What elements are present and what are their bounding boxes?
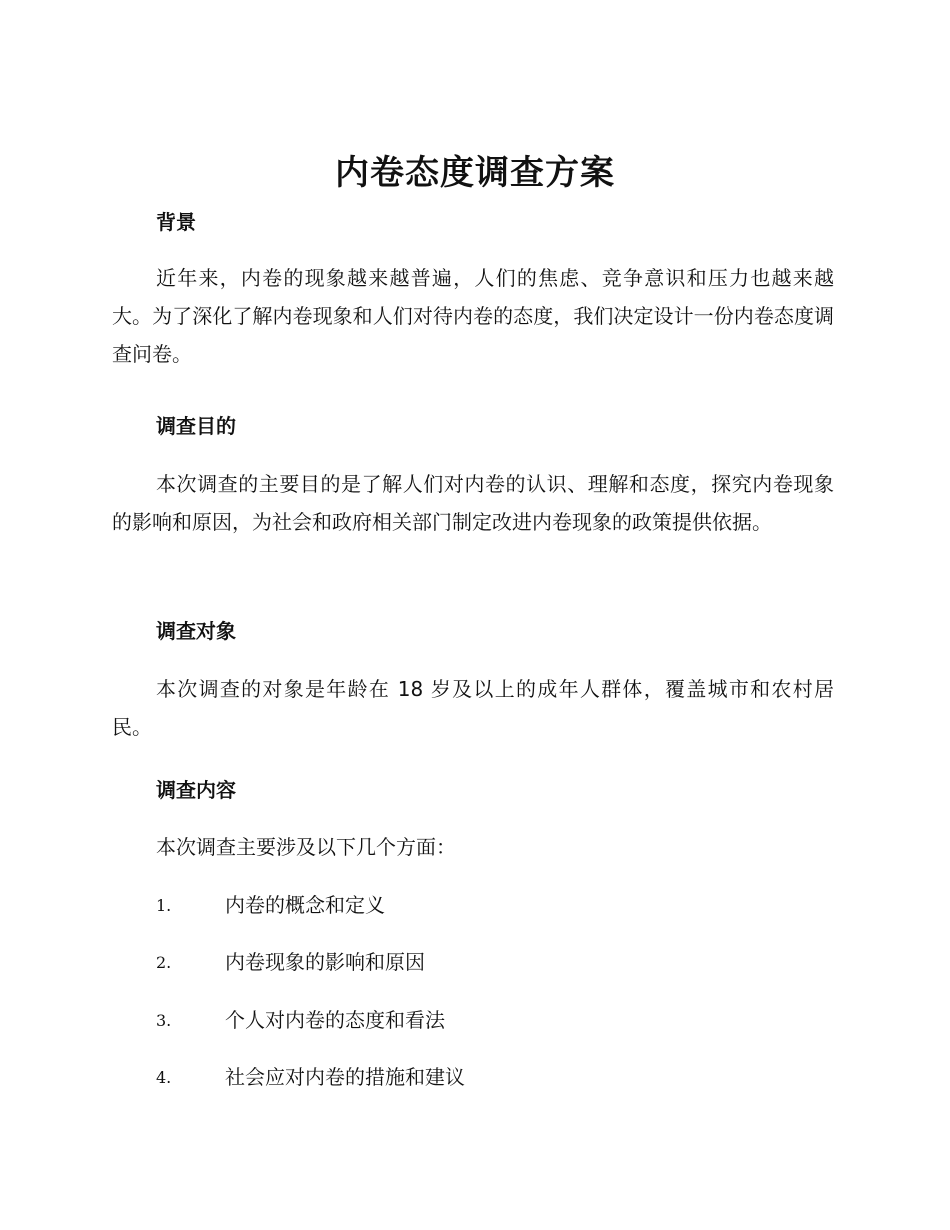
list-item-text: 社会应对内卷的措施和建议 xyxy=(225,1065,465,1089)
list-item-text: 个人对内卷的态度和看法 xyxy=(225,1008,445,1032)
list-item xyxy=(156,947,756,977)
section-heading-subjects: 调查对象 xyxy=(156,619,236,643)
section-heading-purpose: 调查目的 xyxy=(156,414,236,438)
list-item xyxy=(156,1062,756,1092)
document-title: 内卷态度调查方案 xyxy=(335,153,615,193)
section-heading-background: 背景 xyxy=(156,210,196,234)
list-item-text: 内卷现象的影响和原因 xyxy=(225,950,425,974)
list-item xyxy=(156,890,756,920)
list-item xyxy=(156,1005,756,1035)
list-item-number: 4. xyxy=(156,1068,172,1087)
section-intro-content: 本次调查主要涉及以下几个方面： xyxy=(156,835,456,859)
list-item-number: 3. xyxy=(156,1011,172,1030)
section-body-subjects: 本次调查的对象是年龄在 18 岁及以上的成年人群体，覆盖城市和农村居民。 xyxy=(112,677,834,739)
section-heading-content: 调查内容 xyxy=(156,778,236,802)
section-body-background: 近年来，内卷的现象越来越普遍，人们的焦虑、竞争意识和压力也越来越大。为了深化了解内卷现象和人们对待内卷的态度，我们决定设计一份内卷态度调查问卷。 xyxy=(112,266,834,366)
list-item-number: 2. xyxy=(156,953,172,972)
list-item-number: 1. xyxy=(156,896,172,915)
section-body-purpose: 本次调查的主要目的是了解人们对内卷的认识、理解和态度，探究内卷现象的影响和原因，为社会和政府相关部门制定改进内卷现象的政策提供依据。 xyxy=(112,472,834,534)
list-item-text: 内卷的概念和定义 xyxy=(225,893,385,917)
